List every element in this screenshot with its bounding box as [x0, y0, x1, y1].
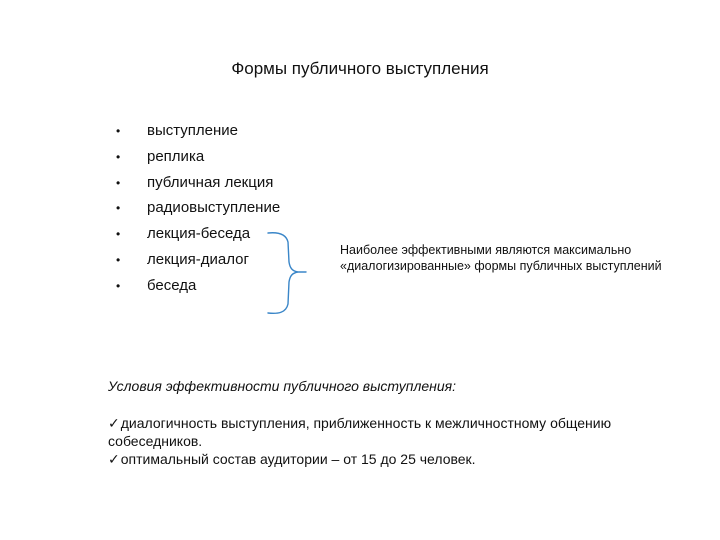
list-item-label: реплика: [147, 147, 205, 165]
list-item-label: беседа: [147, 276, 197, 294]
list-item: [116, 221, 280, 247]
bullet-icon: •: [116, 278, 121, 293]
list-item: [116, 247, 280, 273]
bullet-icon: •: [116, 124, 121, 138]
list-item: [116, 118, 280, 144]
slide-title-text: Формы публичного выступления: [231, 59, 489, 78]
list-item: [116, 170, 280, 196]
checkmark-icon: ✓: [108, 415, 120, 431]
list-item-label: лекция-беседа: [147, 225, 251, 243]
slide-title: [0, 58, 720, 80]
bullet-icon: •: [116, 149, 121, 164]
conditions-title: Условия эффективности публичного выступления:: [108, 378, 456, 394]
list-item-label: радиовыступление: [147, 199, 281, 217]
curly-bracket-icon: [266, 232, 316, 316]
conditions-list: [108, 414, 668, 468]
bullet-icon: •: [116, 201, 121, 216]
list-item: [116, 273, 280, 299]
checkmark-icon: ✓: [108, 451, 120, 467]
condition-text: диалогичность выступления, приближенность к межличностному общению собеседников.: [108, 415, 612, 449]
forms-list: [116, 118, 280, 299]
callout-text: Наиболее эффективными являются максимально «диалогизированные» формы публичных выступлений: [340, 243, 662, 273]
condition-text: оптимальный состав аудитории – от 15 до 25 человек.: [120, 451, 476, 467]
list-item: [116, 195, 280, 221]
list-item-label: публичная лекция: [147, 173, 274, 191]
list-item: [108, 450, 668, 468]
list-item: [108, 414, 668, 450]
bullet-icon: •: [116, 175, 121, 190]
bullet-icon: •: [116, 252, 121, 267]
bullet-icon: •: [116, 227, 121, 242]
list-item-label: выступление: [147, 122, 239, 139]
list-item-label: лекция-диалог: [147, 250, 249, 268]
list-item: [116, 144, 280, 170]
